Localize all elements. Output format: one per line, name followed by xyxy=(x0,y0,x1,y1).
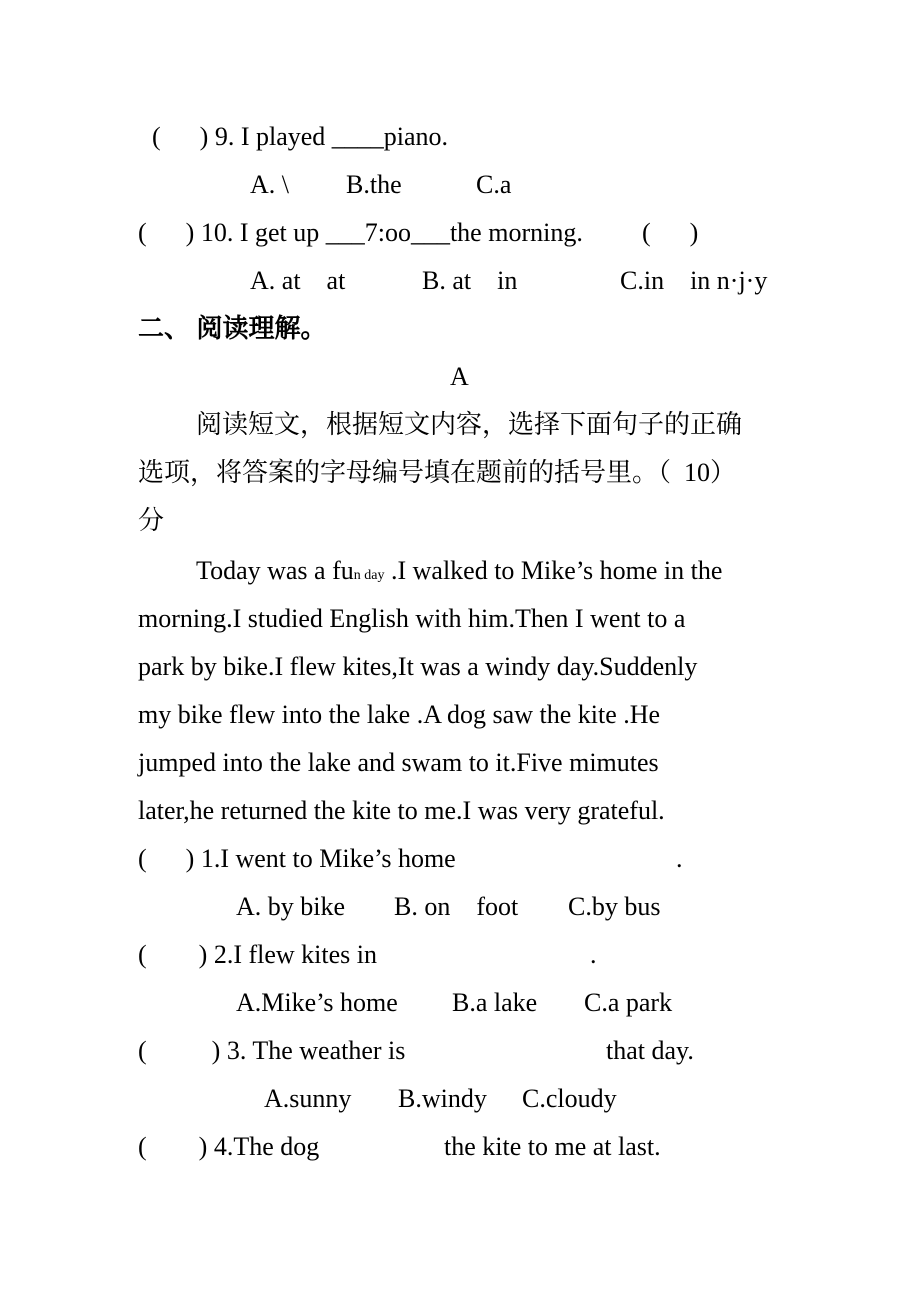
q9-option-b: B.the xyxy=(346,170,402,199)
question-3-stem: ( ) 3. The weather is xyxy=(138,1036,406,1065)
q9-option-a: A. \ xyxy=(250,170,289,199)
passage-line-3: park by bike.I flew kites,It was a windy day.Suddenly xyxy=(138,652,698,681)
part-label: A xyxy=(450,362,469,391)
question-3-option-b: B.windy xyxy=(398,1084,487,1113)
question-4-stem: ( ) 4.The dog xyxy=(138,1132,320,1161)
passage-line-1-start: Today was a fu xyxy=(196,556,354,585)
question-2-tail: . xyxy=(590,940,597,969)
passage-line-6: later,he returned the kite to me.I was very grateful. xyxy=(138,796,665,825)
question-2-option-c: C.a park xyxy=(584,988,673,1017)
q10-option-b: B. at in xyxy=(422,266,518,295)
passage-line-2: morning.I studied English with him.Then I went to a xyxy=(138,604,686,633)
q10-option-c: C.in in n·j·y xyxy=(620,266,768,295)
question-1-stem: ( ) 1.I went to Mike’s home xyxy=(138,844,456,873)
q10-answer-paren: ( ) xyxy=(642,218,699,247)
instruction-line-1: 阅读短文，根据短文内容，选择下面句子的正确 xyxy=(196,410,743,439)
instruction-line-2: 选项，将答案的字母编号填在题前的括号里。（ 10） xyxy=(138,458,737,487)
question-3-option-c: C.cloudy xyxy=(522,1084,617,1113)
passage-line-1-end: .I walked to Mike’s home in the xyxy=(384,556,723,585)
q10-option-a: A. at at xyxy=(250,266,346,295)
instruction-line-3: 分 xyxy=(138,506,165,535)
question-1-tail: . xyxy=(676,844,683,873)
question-1-option-a: A. by bike xyxy=(236,892,346,921)
section-heading: 二、 阅读理解。 xyxy=(138,314,327,343)
passage-line-1-small: n day xyxy=(353,568,385,583)
question-1-option-c: C.by bus xyxy=(568,892,661,921)
question-3-option-a: A.sunny xyxy=(264,1084,352,1113)
question-1-option-b: B. on foot xyxy=(394,892,519,921)
q9-stem: ( ) 9. I played ____piano. xyxy=(152,122,449,151)
question-3-tail: that day. xyxy=(606,1036,694,1065)
q9-option-c: C.a xyxy=(476,170,512,199)
question-2-stem: ( ) 2.I flew kites in xyxy=(138,940,378,969)
passage-line-5: jumped into the lake and swam to it.Five mimutes xyxy=(138,748,659,777)
question-4-tail: the kite to me at last. xyxy=(444,1132,661,1161)
passage-line-1 xyxy=(196,558,722,584)
passage-line-4: my bike flew into the lake .A dog saw the kite .He xyxy=(138,700,661,729)
question-2-option-b: B.a lake xyxy=(452,988,538,1017)
q10-stem: ( ) 10. I get up ___7:oo___the morning. xyxy=(138,218,583,247)
question-2-option-a: A.Mike’s home xyxy=(236,988,398,1017)
